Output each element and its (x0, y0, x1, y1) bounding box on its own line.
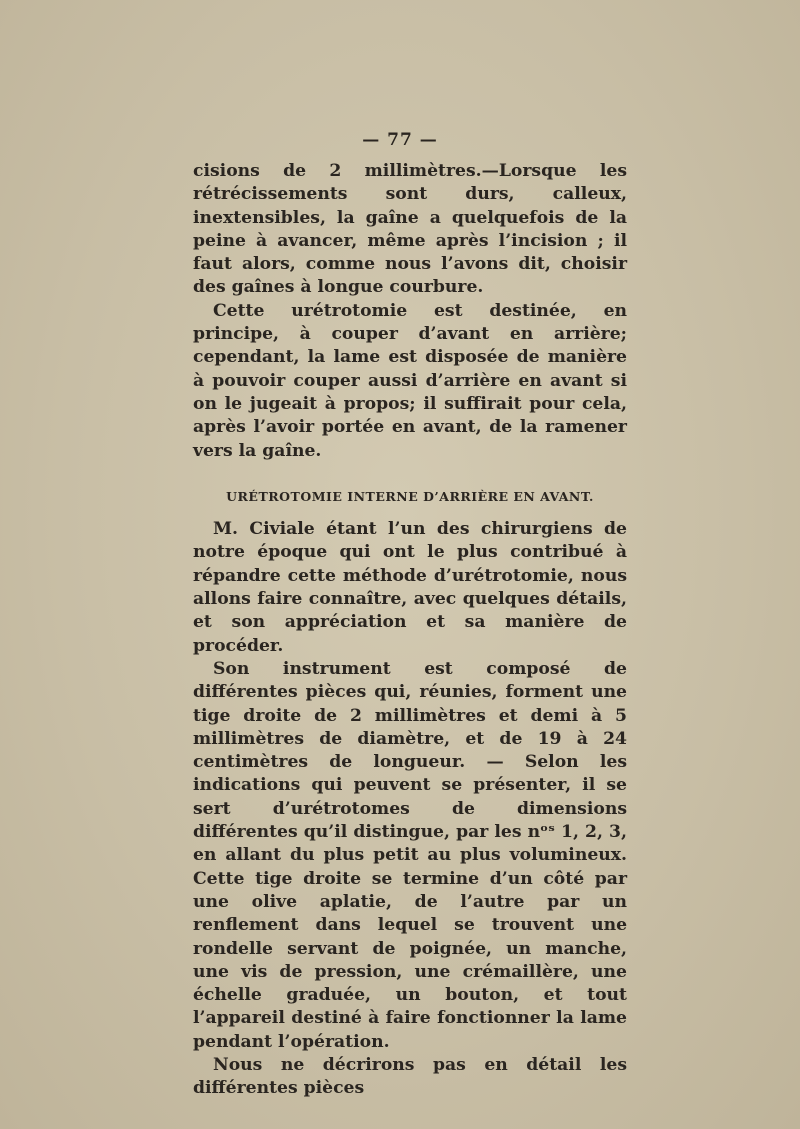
paragraph-civiale: M. Civiale étant l’un des chirurgiens de notre époque qui ont le plus contribué à répandre cette méthode d’urétrotomie, nous allons faire connaître, avec quelques détails, et son appréciation et sa manière de procéder. (193, 519, 627, 656)
page-number: — 77 — (362, 130, 438, 150)
paragraph-continuation: cisions de 2 millimètres.—Lorsque les rétrécissements sont durs, calleux, inextensibles, la gaîne a quelquefois de la peine à avancer, même après l’incision ; il faut alors, comme nous l’avons dit, choisir des gaînes à longue courbure. (193, 161, 627, 298)
body-text (193, 160, 627, 1101)
paragraph-final: Nous ne décrirons pas en détail les différentes pièces (193, 1054, 627, 1099)
paragraph-instrument: Son instrument est composé de différentes pièces qui, réunies, forment une tige droite de 2 millimètres et demi à 5 millimètres de diamètre, et de 19 à 24 centimètres de longueur. — Selon les indications qui peuvent se présenter, il se sert d’urétrotomes de dimensions différentes qu’il distingue, par les nᵒˢ 1, 2, 3, en allant du plus petit au plus volumineux. Cette tige droite se termine d’un côté par une olive aplatie, de l’autre par un renflement dans lequel se trouvent une rondelle servant de poignée, un manche, une vis de pression, une crémaillère, une échelle graduée, un bouton, et tout l’appareil destiné à faire fonctionner la lame pendant l’opération. (193, 658, 627, 1052)
paragraph-urethrotomy-direction: Cette urétrotomie est destinée, en principe, à couper d’avant en arrière; cependant, la lame est disposée de manière à pouvoir couper aussi d’arrière en avant si on le jugeait à propos; il suffirait pour cela, après l’avoir portée en avant, de la ramener vers la gaîne. (193, 300, 627, 461)
section-heading: URÉTROTOMIE INTERNE D’ARRIÈRE EN AVANT. (226, 488, 594, 504)
